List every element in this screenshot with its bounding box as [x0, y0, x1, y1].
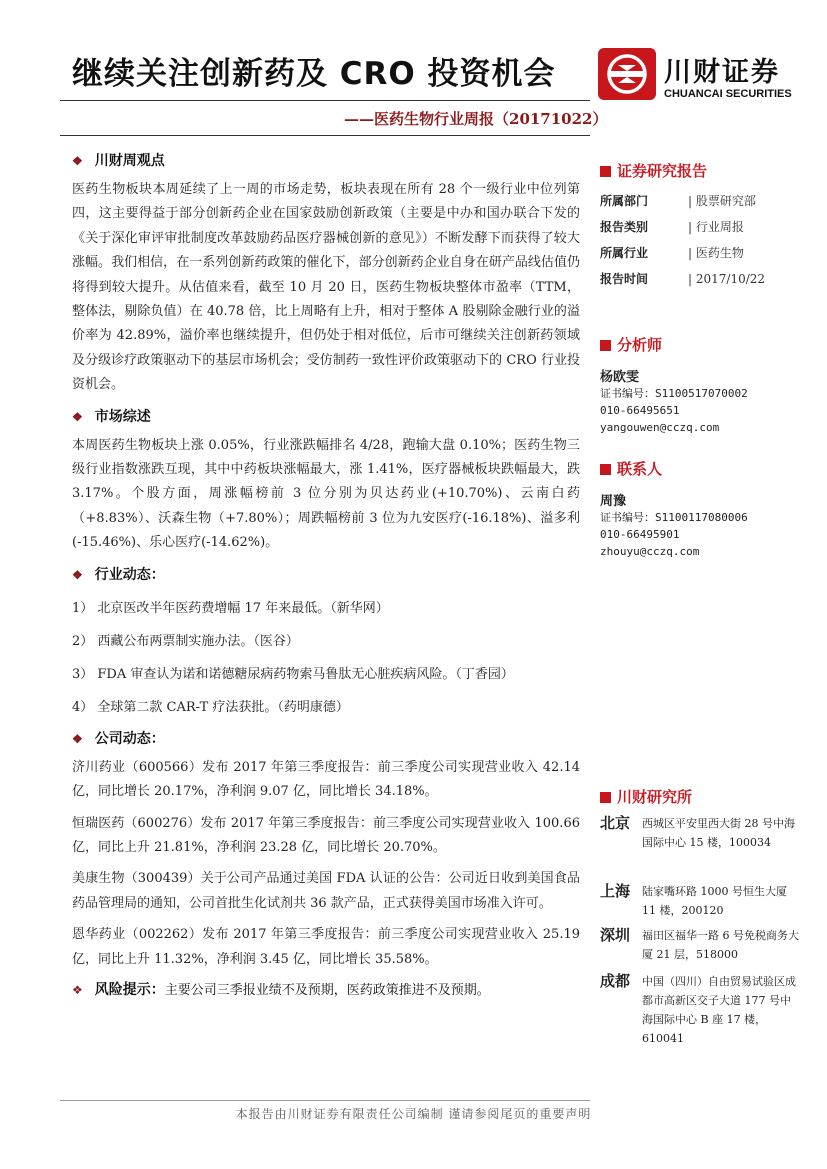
office-shenzhen: 深圳 福田区福华一路 6 号免税商务大厦 21 层，518000	[600, 926, 799, 961]
diamond-bullet-icon: ❖	[72, 982, 83, 997]
company-item: 美康生物（300439）关于公司产品通过美国 FDA 认证的公告：公司近日收到美国食品药品管理局的通知，公司首批生化试剂共 36 款产品，正式获得美国市场准入许可。	[72, 871, 580, 911]
brand-name-cn: 川财证券	[664, 57, 780, 88]
contact-email[interactable]: zhouyu@cczq.com	[600, 545, 700, 558]
square-bullet-icon	[600, 340, 611, 351]
industry-item: 2） 西藏公布两票制实施办法。（医谷）	[72, 633, 299, 649]
square-bullet-icon	[600, 792, 611, 803]
industry-item: 3） FDA 审查认为诺和诺德糖尿病药物索马鲁肽无心脏疾病风险。（丁香园）	[72, 666, 514, 682]
diamond-bullet-icon: ❖	[72, 409, 83, 424]
company-item: 济川药业（600566）发布 2017 年第三季度报告：前三季度公司实现营业收入 42.14 亿，同比增长 20.17%，净利润 9.07 亿，同比增长 34.18%。	[72, 759, 580, 800]
report-info-heading: 证券研究报告	[600, 160, 800, 182]
footer-rule	[60, 1100, 590, 1101]
market-paragraph: 本周医药生物板块上涨 0.05%，行业涨跌幅排名 4/28，跑输大盘 0.10%；医药生物三级行业指数涨跌互现，其中中药板块涨幅最大，涨 1.41%，医疗器械板块跌幅最大，跌 3.17%。个股方面，周涨幅榜前 3 位分别为贝达药业(+10.70%)、云南白药（+8.83%）、沃森生物（+7.80%）；周跌幅榜前 3 位为九安医疗(-16.18%)、溢多利(-15.46%)、乐心医疗(-14.62%)。	[72, 437, 580, 551]
office-list	[600, 812, 800, 1048]
report-title: 继续关注创新药及 CRO 投资机会	[72, 56, 556, 92]
office-shanghai: 上海 陆家嘴环路 1000 号恒生大厦 11 楼，200120	[600, 882, 787, 917]
square-bullet-icon	[600, 166, 611, 177]
analyst-cert: 证书编号：S1100517070002	[600, 387, 748, 400]
office-chengdu: 成都 中国（四川）自由贸易试验区成都市高新区交子大道 177 号中海国际中心 B 座 17 楼，610041	[600, 972, 796, 1045]
analyst-card	[600, 366, 800, 436]
risk-text: 主要公司三季报业绩不及预期，医药政策推进不及预期。	[164, 982, 490, 998]
institute-heading: 川财研究所	[600, 786, 800, 808]
section-industry-heading: ❖ 行业动态：	[72, 566, 165, 583]
brand-name-en: CHUANCAI SECURITIES	[664, 88, 792, 100]
subtitle-rule	[60, 135, 590, 136]
industry-item: 1） 北京医改半年医药费增幅 17 年来最低。（新华网）	[72, 600, 389, 616]
analyst-heading: 分析师	[600, 334, 800, 356]
info-row-department: 所属部门 | 股票研究部	[600, 194, 756, 208]
sidebar	[600, 160, 800, 1048]
chuancai-logo-icon	[598, 48, 656, 100]
office-beijing: 北京 西城区平安里西大街 28 号中海国际中心 15 楼，100034	[600, 814, 795, 849]
contact-heading: 联系人	[600, 458, 800, 480]
contact-card	[600, 490, 800, 560]
viewpoint-paragraph: 医药生物板块本周延续了上一周的市场走势，板块表现在所有 28 个一级行业中位列第四，这主要得益于部分创新药企业在国家鼓励创新政策（主要是中办和国办联合下发的《关于深化审评审批制度改革鼓励药品医疗器械创新的意见》）不断发酵下而获得了较大涨幅。我们相信，在一系列创新药政策的催化下，部分创新药企业自身在研产品线估值仍将得到较大提升。从估值来看，截至 10 月 20 日，医药生物板块整体市盈率（TTM，整体法，剔除负值）在 40.78 倍，比上周略有上升，相对于整体 A 股剔除金融行业的溢价率为 42.89%，溢价率也继续提升，但仍处于相对低位，后市可继续关注创新药领域及分级诊疗政策驱动下的基层市场机会；受仿制药一致性评价政策驱动下的 CRO 行业投资机会。	[72, 182, 580, 393]
info-row-industry: 所属行业 | 医药生物	[600, 246, 744, 260]
section-market-heading: ❖ 市场综述	[72, 408, 151, 425]
diamond-bullet-icon: ❖	[72, 731, 83, 746]
section-company-heading: ❖ 公司动态：	[72, 730, 165, 747]
diamond-bullet-icon: ❖	[72, 567, 83, 582]
analyst-name: 杨欧雯	[600, 370, 640, 385]
analyst-email[interactable]: yangouwen@cczq.com	[600, 421, 720, 434]
contact-name: 周豫	[600, 494, 627, 509]
diamond-bullet-icon: ❖	[72, 154, 83, 168]
info-row-date: 报告时间 | 2017/10/22	[600, 272, 766, 286]
info-row-category: 报告类别 | 行业周报	[600, 220, 744, 234]
analyst-phone: 010-66495651	[600, 404, 680, 417]
company-item: 恩华药业（002262）发布 2017 年第三季度报告：前三季度公司实现营业收入 25.19 亿，同比上升 11.32%，净利润 3.45 亿，同比增长 35.58%。	[72, 927, 580, 967]
contact-phone: 010-66495901	[600, 528, 680, 541]
title-rule	[60, 100, 590, 101]
report-subtitle: ——医药生物行业周报（20171022）	[344, 110, 608, 128]
square-bullet-icon	[600, 464, 611, 475]
industry-item: 4） 全球第二款 CAR-T 疗法获批。（药明康德）	[72, 699, 349, 715]
company-item: 恒瑞医药（600276）发布 2017 年第三季度报告：前三季度公司实现营业收入 100.66 亿，同比上升 21.81%，净利润 23.28 亿，同比增长 20.70%。	[72, 815, 580, 855]
main-content	[72, 150, 580, 1007]
section-risk	[72, 979, 580, 1001]
contact-cert: 证书编号：S1100117080006	[600, 511, 748, 524]
section-viewpoint-heading: ❖ 川财周观点	[72, 153, 165, 169]
footer-disclaimer: 本报告由川财证券有限责任公司编制 谨请参阅尾页的重要声明	[235, 1107, 592, 1121]
risk-heading: 风险提示：	[94, 981, 165, 998]
